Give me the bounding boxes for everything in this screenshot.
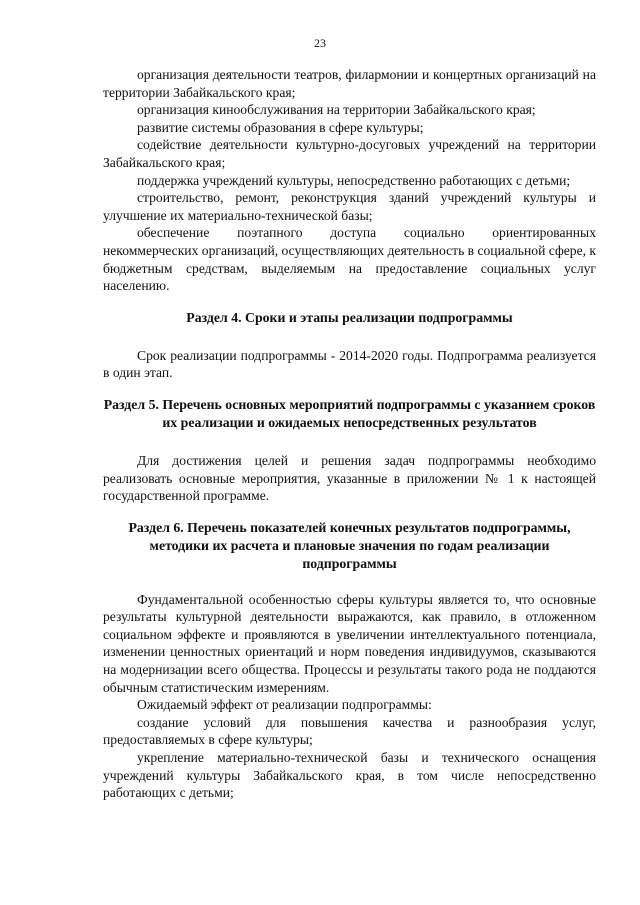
section-6-paragraph: Ожидаемый эффект от реализации подпрограммы: [137,697,432,713]
section-4-heading: Раздел 4. Сроки и этапы реализации подпрограммы [186,309,513,325]
page-number: 23 [314,36,326,50]
section-6-heading: Раздел 6. Перечень показателей конечных результатов подпрограммы, методики их расчета и плановые значения по годам реализации подпрограммы [128,519,571,571]
page-content [103,66,596,802]
list-item: поддержка учреждений культуры, непосредственно работающих с детьми; [137,172,571,188]
list-item: содействие деятельности культурно-досуговых учреждений на территории Забайкальского края; [103,137,596,170]
list-item: обеспечение поэтапного доступа социально ориентированных некоммерческих организаций, осуществляющих деятельность в социальной сфере, к бюджетным средствам, выделяемым на предоставление социальных услуг населению. [103,225,597,294]
list-item: организация деятельности театров, филармонии и концертных организаций на территории Забайкальского края; [103,67,596,100]
list-item: строительство, ремонт, реконструкция зданий учреждений культуры и улучшение их материально-технической базы; [103,190,596,223]
list-item: организация кинообслуживания на территории Забайкальского края; [137,102,536,118]
section-6-paragraph: укрепление материально-технической базы и технического оснащения учреждений культуры Забайкальского края, в том числе непосредственно работающих с детьми; [103,750,596,801]
section-4-paragraph: Срок реализации подпрограммы - 2014-2020 годы. Подпрограмма реализуется в один этап. [103,347,596,381]
section-5-heading: Раздел 5. Перечень основных мероприятий подпрограммы с указанием сроков их реализации и ожидаемых непосредственных результатов [103,396,596,430]
section-5-paragraph: Для достижения целей и решения задач подпрограммы необходимо реализовать основные мероприятия, указанные в приложении № 1 к настоящей государственной программе. [103,452,596,504]
section-6-paragraph: создание условий для повышения качества и разнообразия услуг, предоставляемых в сфере культуры; [103,714,596,748]
activities-list [103,66,596,295]
list-item: развитие системы образования в сфере культуры; [137,119,424,135]
section-6-paragraph: Фундаментальной особенностью сферы культуры является то, что основные результаты культурной деятельности выражаются, как правило, в отложенном социальном эффекте и проявляются в увеличении интеллектуального потенциала, изменении ценностных ориентаций и норм поведения индивидуумов, сказываются на модернизации всего общества. Процессы и результаты такого рода не поддаются обычным статистическим измерениям. [103,591,596,695]
